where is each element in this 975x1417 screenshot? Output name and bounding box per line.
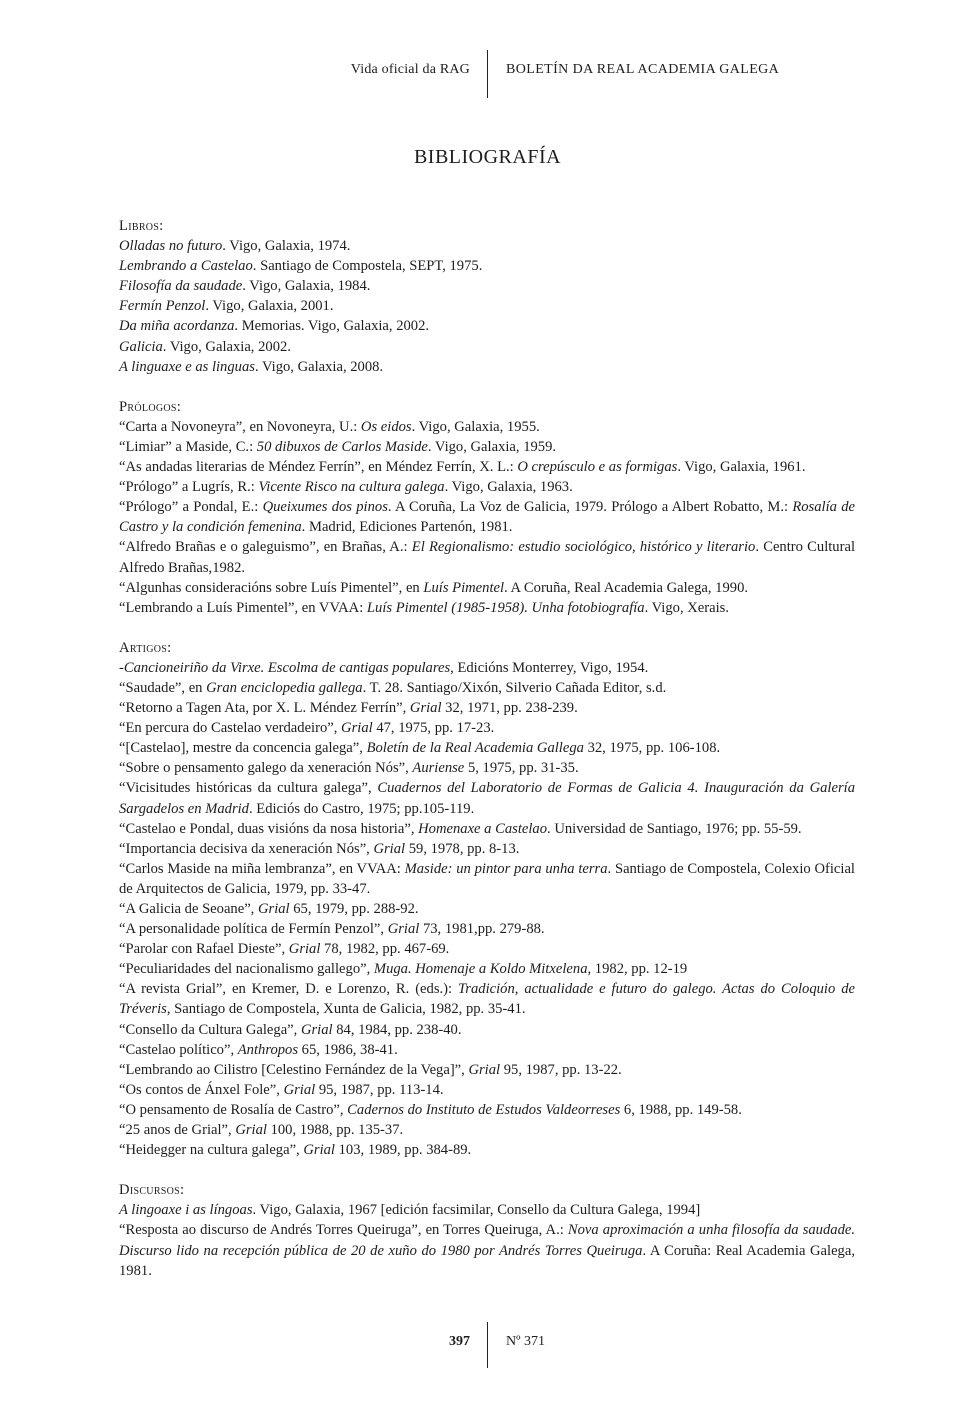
entry-text: 65, 1986, 38-41. — [298, 1041, 398, 1058]
bibliography-entry — [119, 979, 855, 1019]
entry-title: Luís Pimentel — [423, 579, 505, 596]
bibliography-entry — [119, 698, 855, 718]
issue-number: Nº 371 — [506, 1334, 545, 1349]
bibliography-entry — [119, 316, 855, 336]
entry-title: Grial — [300, 1021, 333, 1038]
entry-title: Cadernos do Instituto de Estudos Valdeorreses — [347, 1101, 621, 1118]
entry-text: . Centro Cultural Alfredo Brañas,1982. — [119, 539, 855, 576]
entry-text: “Saudade”, en — [119, 679, 207, 696]
entry-text: 95, 1987, pp. 13-22. — [500, 1061, 622, 1078]
entry-text: “Prólogo” a Lugrís, R.: — [119, 479, 259, 496]
bibliography-entry — [119, 1060, 855, 1080]
entry-text: “Carta a Novoneyra”, en Novoneyra, U.: — [119, 418, 361, 435]
page-number: 397 — [449, 1334, 470, 1349]
entry-title: Grial — [409, 700, 442, 717]
entry-text: “Peculiaridades del nacionalismo gallego”, — [119, 961, 374, 978]
entry-text: “Limiar” a Maside, C.: — [119, 438, 257, 455]
entry-title: Grial — [373, 840, 406, 857]
entry-text: . Santiago de Compostela, SEPT, 1975. — [252, 258, 483, 275]
entry-text: “Algunhas consideracións sobre Luís Pimentel”, en — [119, 579, 424, 596]
entry-title: Grial — [387, 921, 420, 938]
entry-text: 73, 1981,pp. 279-88. — [419, 921, 545, 938]
bibliography-entry — [119, 537, 855, 577]
bibliography-entry — [119, 738, 855, 758]
bibliography-entry — [119, 437, 855, 457]
entry-title: Olladas no futuro — [119, 238, 223, 255]
entry-title: Muga. Homenaje a Koldo Mitxelena — [373, 961, 588, 978]
entry-text: . Vigo, Galaxia, 1959. — [427, 438, 557, 455]
bibliography-entry — [119, 477, 855, 497]
entry-title: Lembrando a Castelao — [119, 258, 253, 275]
entry-text: . Santiago de Compostela, Colexio Oficial de Arquitectos de Galicia, 1979, pp. 33-47. — [119, 860, 855, 897]
entry-text: . Vigo, Galaxia, 2008. — [254, 358, 384, 375]
entry-text: “Sobre o pensamento galego da xeneración Nós”, — [119, 760, 413, 777]
bibliography-entry — [119, 778, 855, 818]
entry-text: 78, 1982, pp. 467-69. — [320, 941, 450, 958]
bibliography-entry — [119, 1020, 855, 1040]
entry-title: Galicia — [119, 338, 163, 355]
bibliography-entry — [119, 839, 855, 859]
entry-title: Rosalía de Castro y la condición femenina — [119, 499, 855, 536]
entry-text: , 1982, pp. 12-19 — [587, 961, 688, 978]
entry-text: “Vicisitudes históricas da cultura galega”, — [119, 780, 378, 797]
entry-title: Grial — [303, 1142, 335, 1159]
entry-title: Homenaxe a Castelao — [418, 820, 548, 837]
entry-text: . A Coruña: Real Academia Galega, 1981. — [119, 1242, 855, 1279]
bibliography-body — [119, 216, 855, 1301]
entry-text: “Retorno a Tagen Ata, por X. L. Méndez Ferrín”, — [119, 700, 410, 717]
entry-text: “Heidegger na cultura galega”, — [119, 1142, 304, 1159]
entry-title: Tradición, actualidade e futuro do galego. Actas do Coloquio de Tréveris — [119, 981, 855, 1018]
entry-text: “25 anos de Grial”, — [119, 1122, 236, 1139]
entry-title: Anthropos — [237, 1041, 299, 1058]
entry-text: . Vigo, Xerais. — [644, 599, 729, 616]
entry-text: 103, 1989, pp. 384-89. — [334, 1142, 472, 1159]
bibliography-section — [119, 216, 855, 377]
entry-text: “Lembrando a Luís Pimentel”, en VVAA: — [119, 599, 367, 616]
bibliography-entry — [119, 276, 855, 296]
entry-text: “A revista Grial”, en Kremer, D. e Lorenzo, R. (eds.): — [119, 981, 458, 998]
bibliography-section — [119, 638, 855, 1160]
entry-text: 32, 1975, pp. 106-108. — [583, 740, 721, 757]
entry-text: 32, 1971, pp. 238-239. — [441, 700, 578, 717]
section-heading: Prólogos: — [119, 398, 182, 415]
running-header-journal: BOLETÍN DA REAL ACADEMIA GALEGA — [506, 62, 780, 77]
bibliography-entry — [119, 598, 855, 618]
entry-text: “Carlos Maside na miña lembranza”, en VVAA: — [119, 860, 405, 877]
entry-text: . Vigo, Galaxia, 2002. — [162, 338, 291, 355]
entry-text: “En percura do Castelao verdadeiro”, — [119, 720, 342, 737]
bibliography-entry — [119, 758, 855, 778]
entry-text: 59, 1978, pp. 8-13. — [405, 840, 520, 857]
entry-text: . A Coruña, La Voz de Galicia, 1979. Prólogo a Albert Robatto, M.: — [387, 499, 793, 516]
entry-text: . Universidad de Santiago, 1976; pp. 55-59. — [547, 820, 802, 837]
page-title: BIBLIOGRAFÍA — [413, 146, 562, 168]
bibliography-entry — [119, 457, 855, 477]
bibliography-entry — [119, 819, 855, 839]
entry-text: “O pensamento de Rosalía de Castro”, — [119, 1101, 348, 1118]
entry-title: -Cancioneiriño da Virxe. Escolma de cantigas populares — [119, 659, 451, 676]
entry-title: 50 dibuxos de Carlos Maside — [256, 438, 428, 455]
bibliography-entry — [119, 718, 855, 738]
entry-title: Grial — [288, 941, 321, 958]
entry-text: . A Coruña, Real Academia Galega, 1990. — [504, 579, 749, 596]
entry-title: Fermín Penzol — [119, 298, 206, 315]
entry-text: . Vigo, Galaxia, 1963. — [444, 479, 573, 496]
entry-text: . Memorias. Vigo, Galaxia, 2002. — [234, 318, 430, 335]
entry-text: “Castelao político”, — [119, 1041, 238, 1058]
bibliography-entry — [119, 1140, 855, 1160]
bibliography-entry — [119, 1100, 855, 1120]
bibliography-entry — [119, 578, 855, 598]
bibliography-entry — [119, 919, 855, 939]
entry-text: “Resposta ao discurso de Andrés Torres Queiruga”, en Torres Queiruga, A.: — [119, 1222, 568, 1239]
entry-title: Boletín de la Real Academia Gallega — [366, 740, 584, 757]
entry-text: “A personalidade política de Fermín Penzol”, — [119, 921, 388, 938]
entry-text: 6, 1988, pp. 149-58. — [620, 1101, 742, 1118]
entry-title: Grial — [341, 720, 373, 737]
entry-title: Maside: un pintor para unha terra — [404, 860, 608, 877]
entry-text: . Vigo, Galaxia, 1984. — [242, 278, 371, 295]
section-heading: Libros: — [119, 218, 164, 234]
bibliography-entry — [119, 1220, 855, 1280]
bibliography-entry — [119, 1200, 855, 1220]
header-divider — [487, 50, 488, 98]
entry-text: , Edicións Monterrey, Vigo, 1954. — [450, 659, 649, 676]
entry-text: “Prólogo” a Pondal, E.: — [119, 499, 263, 516]
bibliography-entry — [119, 859, 855, 899]
bibliography-entry — [119, 296, 855, 316]
entry-text: . Vigo, Galaxia, 1961. — [677, 459, 806, 476]
bibliography-entry — [119, 357, 855, 377]
bibliography-entry — [119, 899, 855, 919]
entry-title: El Regionalismo: estudio sociológico, histórico y literario — [411, 539, 756, 556]
entry-title: Queixumes dos pinos — [262, 499, 388, 516]
entry-title: Da miña acordanza — [119, 318, 235, 335]
entry-text: . Madrid, Ediciones Partenón, 1981. — [301, 519, 513, 536]
entry-title: Luís Pimentel (1985-1958). Unha fotobiografía — [366, 599, 645, 616]
entry-text: “A Galicia de Seoane”, — [119, 901, 258, 917]
entry-title: Grial — [468, 1061, 501, 1078]
entry-title: Filosofía da saudade — [119, 278, 243, 295]
entry-text: “Lembrando ao Cilistro [Celestino Fernández de la Vega]”, — [119, 1061, 469, 1078]
running-header-section: Vida oficial da RAG — [350, 62, 470, 77]
entry-title: Grial — [283, 1081, 316, 1098]
bibliography-section — [119, 397, 855, 618]
bibliography-entry — [119, 1040, 855, 1060]
entry-text: “Alfredo Brañas e o galeguismo”, en Brañas, A.: — [119, 539, 412, 556]
entry-text: 65, 1979, pp. 288-92. — [289, 901, 419, 917]
entry-title: A lingoaxe i as língoas — [119, 1202, 253, 1219]
entry-text: . Ediciós do Castro, 1975; pp.105-119. — [248, 800, 475, 817]
bibliography-entry — [119, 959, 855, 979]
bibliography-entry — [119, 1120, 855, 1140]
bibliography-entry — [119, 939, 855, 959]
entry-text: . Vigo, Galaxia, 1955. — [411, 418, 540, 435]
entry-title: A linguaxe e as linguas — [119, 358, 255, 375]
bibliography-entry — [119, 678, 855, 698]
entry-text: 47, 1975, pp. 17-23. — [372, 720, 495, 737]
entry-title: Os eidos — [360, 418, 412, 435]
footer-divider — [487, 1322, 488, 1368]
bibliography-entry — [119, 658, 855, 678]
entry-text: “Importancia decisiva da xeneración Nós”, — [119, 840, 374, 857]
entry-title: Nova aproximación a unha filosofía da saudade. Discurso lido na recepción pública de 20 de xuño do 1980 por Andrés Torres Queiruga — [119, 1222, 855, 1259]
entry-text: 100, 1988, pp. 135-37. — [266, 1122, 404, 1139]
entry-title: Gran enciclopedia gallega — [206, 679, 363, 696]
entry-text: 95, 1987, pp. 113-14. — [315, 1081, 444, 1098]
section-heading: Discursos: — [119, 1182, 185, 1199]
entry-text: . T. 28. Santiago/Xixón, Silverio Cañada Editor, s.d. — [362, 679, 667, 696]
bibliography-entry — [119, 236, 855, 256]
entry-text: 84, 1984, pp. 238-40. — [332, 1021, 462, 1038]
entry-title: Cuadernos del Laboratorio de Formas de Galicia 4. Inauguración da Galería Sargadelos en Madrid — [119, 780, 855, 817]
bibliography-entry — [119, 417, 855, 437]
entry-title: Vicente Risco na cultura galega — [258, 479, 445, 496]
bibliography-entry — [119, 1080, 855, 1100]
entry-title: Grial — [257, 901, 290, 917]
bibliography-entry — [119, 256, 855, 276]
entry-text: . Vigo, Galaxia, 1967 [edición facsimilar, Consello da Cultura Galega, 1994] — [252, 1202, 701, 1219]
entry-text: . Vigo, Galaxia, 1974. — [222, 238, 351, 255]
entry-text: . Vigo, Galaxia, 2001. — [205, 298, 334, 315]
entry-title: Auriense — [412, 760, 465, 777]
entry-text: “As andadas literarias de Méndez Ferrín”, en Méndez Ferrín, X. L.: — [119, 459, 518, 476]
entry-text: “Parolar con Rafael Dieste”, — [119, 941, 289, 958]
section-heading: Artigos: — [119, 639, 172, 656]
entry-title: Grial — [235, 1122, 267, 1139]
bibliography-entry — [119, 337, 855, 357]
entry-text: , Santiago de Compostela, Xunta de Galicia, 1982, pp. 35-41. — [166, 1001, 526, 1018]
bibliography-entry — [119, 497, 855, 537]
entry-text: “[Castelao], mestre da concencia galega”, — [119, 740, 367, 757]
entry-text: “Os contos de Ánxel Fole”, — [119, 1081, 284, 1098]
bibliography-section — [119, 1180, 855, 1280]
entry-title: O crepúsculo e as formigas — [517, 459, 678, 476]
entry-text: 5, 1975, pp. 31-35. — [464, 760, 579, 777]
entry-text: “Castelao e Pondal, duas visións da nosa historia”, — [119, 820, 419, 837]
entry-text: “Consello da Cultura Galega”, — [119, 1021, 301, 1038]
